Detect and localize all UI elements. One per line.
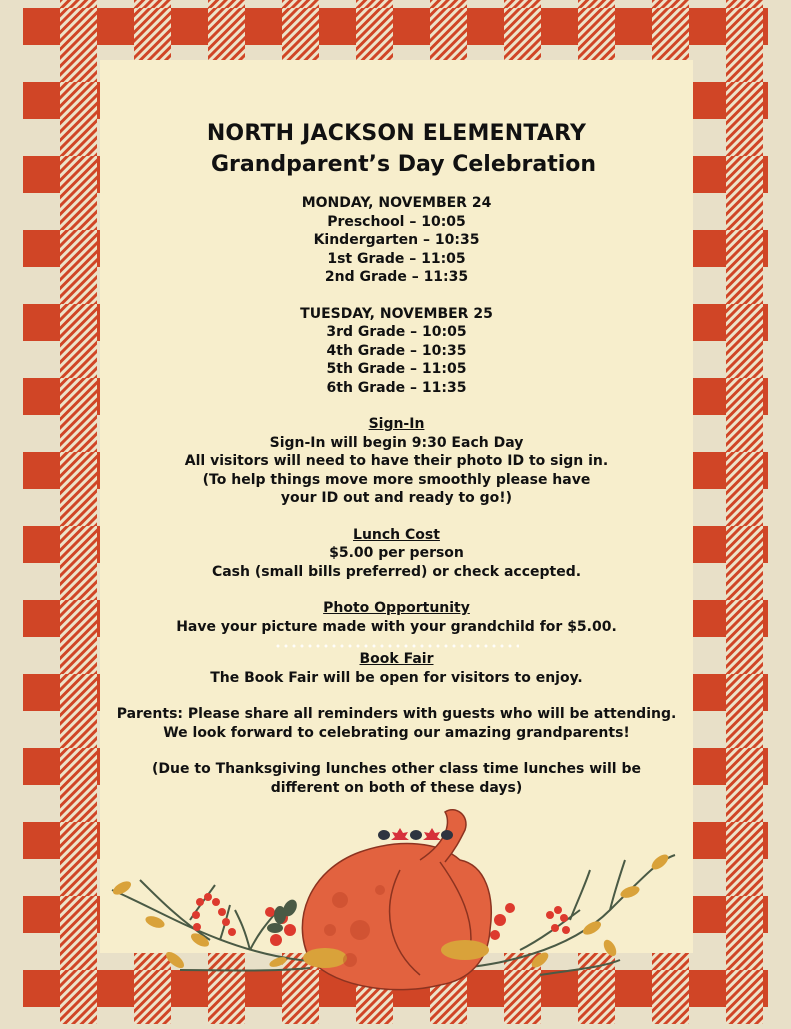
schedule-slot: 1st Grade – 11:05 — [327, 250, 466, 267]
note-line: different on both of these days) — [270, 779, 523, 796]
lunch-note — [100, 760, 693, 797]
section-line: The Book Fair will be open for visitors to enjoy. — [210, 669, 583, 686]
thanksgiving-illustration — [100, 800, 700, 1024]
section-line: (To help things move more smoothly please have — [202, 471, 591, 488]
flyer-content — [100, 60, 693, 797]
sign-in-section — [100, 415, 693, 508]
section-line: Sign-In will begin 9:30 Each Day — [269, 434, 524, 451]
schedule-slot: Kindergarten – 10:35 — [313, 232, 480, 248]
note-line: (Due to Thanksgiving lunches other class time lunches will be — [152, 761, 641, 777]
monday-schedule — [100, 194, 693, 287]
section-line: Cash (small bills preferred) or check accepted. — [211, 563, 582, 580]
schedule-slot: 3rd Grade – 10:05 — [326, 324, 467, 340]
tuesday-schedule — [100, 305, 693, 398]
schedule-slot: 2nd Grade – 11:35 — [324, 269, 469, 285]
schedule-slot: 4th Grade – 10:35 — [326, 342, 467, 359]
note-line: We look forward to celebrating our amazing grandparents! — [163, 724, 630, 741]
schedule-slot: 6th Grade – 11:35 — [326, 379, 467, 396]
section-heading: Book Fair — [359, 651, 434, 667]
note-line: Parents: Please share all reminders with guests who will be attending. — [116, 706, 677, 722]
photo-section — [100, 599, 693, 636]
event-title: Grandparent’s Day Celebration — [210, 152, 597, 177]
day-heading: TUESDAY, NOVEMBER 25 — [300, 305, 493, 322]
section-line: your ID out and ready to go!) — [280, 490, 513, 506]
dotted-divider — [274, 644, 519, 648]
day-heading: MONDAY, NOVEMBER 24 — [301, 195, 492, 211]
section-heading: Photo Opportunity — [323, 600, 470, 616]
book-fair-section — [100, 650, 693, 687]
school-name: NORTH JACKSON ELEMENTARY — [206, 121, 587, 146]
section-line: Have your picture made with your grandchild for $5.00. — [176, 618, 617, 635]
section-line: $5.00 per person — [329, 545, 464, 561]
parents-note — [100, 705, 693, 742]
schedule-slot: 5th Grade – 11:05 — [326, 361, 467, 377]
section-heading: Lunch Cost — [353, 526, 440, 543]
section-heading: Sign-In — [368, 416, 425, 432]
section-line: All visitors will need to have their photo ID to sign in. — [184, 453, 609, 469]
schedule-slot: Preschool – 10:05 — [327, 213, 466, 230]
lunch-section — [100, 526, 693, 582]
